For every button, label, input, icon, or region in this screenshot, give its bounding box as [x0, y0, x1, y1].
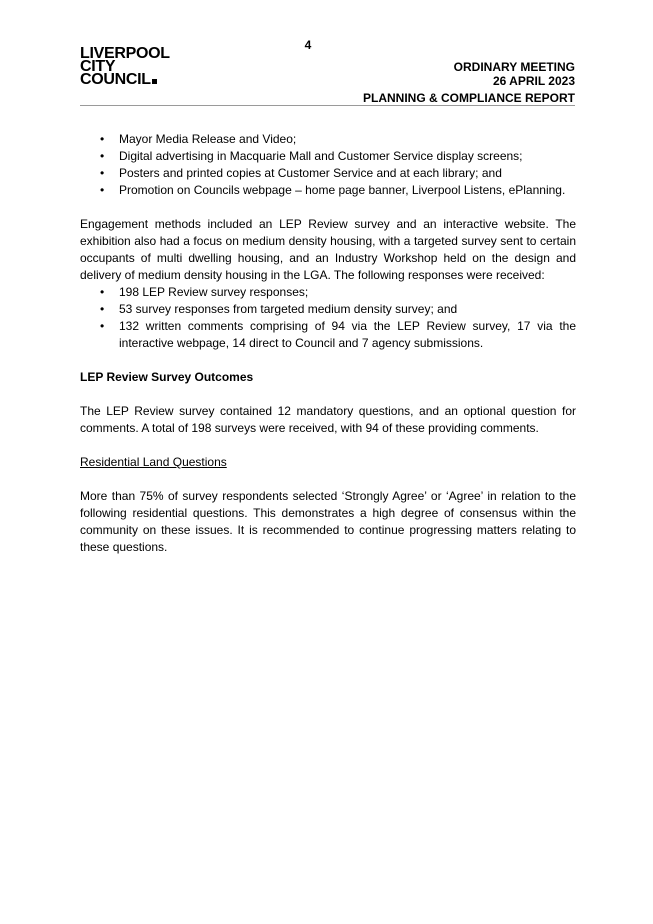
list-item: • Mayor Media Release and Video;: [80, 131, 576, 148]
report-title: PLANNING & COMPLIANCE REPORT: [362, 91, 575, 105]
logo-dot-icon: [152, 79, 157, 84]
council-logo: [80, 47, 170, 86]
list-item: • Posters and printed copies at Customer Service and at each library; and: [80, 165, 576, 182]
report-header: [363, 60, 575, 105]
residential-paragraph: More than 75% of survey respondents selected ‘Strongly Agree’ or ‘Agree’ in relation to the following residential questions. This demonstrates a high degree of consensus within the community on these issues. It is recommended to continue progressing matters relating to these questions.: [80, 489, 576, 554]
list-item: • Promotion on Councils webpage – home page banner, Liverpool Listens, ePlanning.: [80, 182, 576, 199]
list-item: • 132 written comments comprising of 94 via the LEP Review survey, 17 via the interactive webpage, 14 direct to Council and 7 agency submissions.: [80, 318, 576, 352]
meeting-title: ORDINARY MEETING: [453, 60, 575, 74]
subsection-heading: Residential Land Questions: [80, 455, 227, 469]
header-divider: [80, 105, 575, 106]
report-body: [80, 131, 576, 556]
section-heading: LEP Review Survey Outcomes: [80, 370, 254, 384]
logo-line-1: LIVERPOOL: [80, 45, 170, 62]
meeting-date: 26 APRIL 2023: [492, 74, 575, 88]
engagement-paragraph: Engagement methods included an LEP Review survey and an interactive website. The exhibition also had a focus on medium density housing, with a targeted survey sent to certain occupants of multi dwelling housing, and an Industry Workshop held on the design and delivery of medium density housing in the LGA. The following responses were received:: [80, 217, 576, 282]
responses-list: [80, 284, 576, 352]
promotion-list: [80, 131, 576, 199]
logo-line-3: [80, 73, 170, 86]
list-item: • 53 survey responses from targeted medium density survey; and: [80, 301, 576, 318]
logo-line-3-text: COUNCIL: [80, 71, 151, 88]
survey-paragraph: The LEP Review survey contained 12 mandatory questions, and an optional question for comments. A total of 198 surveys were received, with 94 of these providing comments.: [80, 404, 576, 435]
list-item: • 198 LEP Review survey responses;: [80, 284, 576, 301]
logo-line-2: CITY: [80, 58, 116, 75]
page-number: 4: [304, 38, 312, 52]
list-item: • Digital advertising in Macquarie Mall and Customer Service display screens;: [80, 148, 576, 165]
